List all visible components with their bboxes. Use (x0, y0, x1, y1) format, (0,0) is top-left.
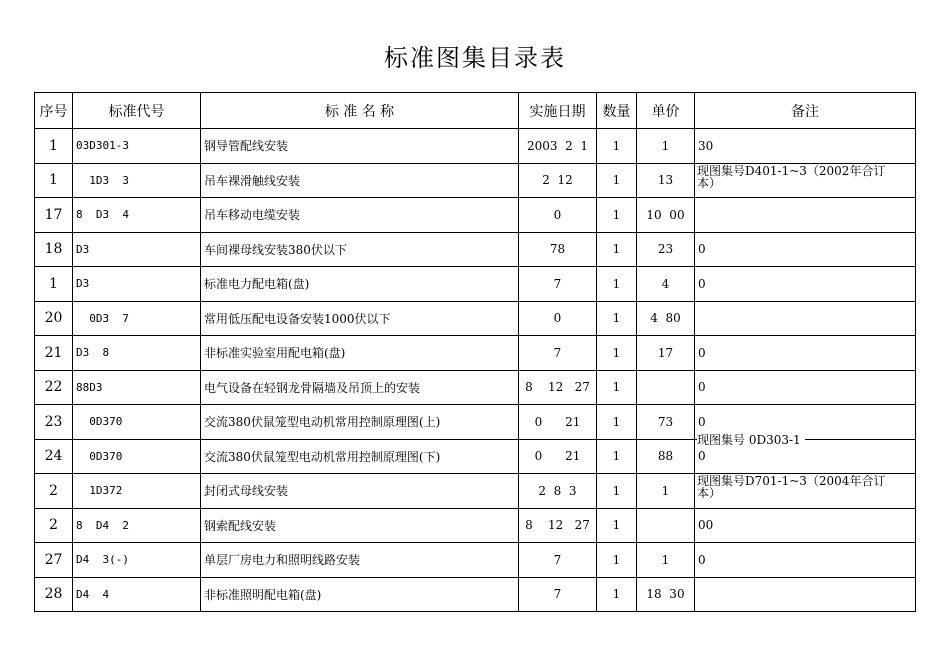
standard-code: 88D3 (73, 370, 201, 405)
effective-date: 0 21 (519, 405, 597, 440)
standard-name: 交流380伏鼠笼型电动机常用控制原理图(上) (201, 405, 519, 440)
effective-date: 2 12 (519, 163, 597, 198)
header-note: 备注 (695, 93, 916, 129)
quantity: 1 (597, 129, 637, 164)
standard-name: 电气设备在轻钢龙骨隔墙及吊顶上的安装 (201, 370, 519, 405)
standard-code: 0D370 (73, 439, 201, 474)
unit-price: 4 80 (637, 301, 695, 336)
standard-name: 钢索配线安装 (201, 508, 519, 543)
remark (695, 163, 916, 198)
remark: 0 (695, 336, 916, 371)
row-number: 1 (35, 163, 73, 198)
standard-code: D3 8 (73, 336, 201, 371)
unit-price: 17 (637, 336, 695, 371)
unit-price: 1 (637, 543, 695, 578)
row-number: 20 (35, 301, 73, 336)
row-number: 21 (35, 336, 73, 371)
table-row (35, 198, 916, 233)
header-name: 标 准 名 称 (201, 93, 519, 129)
unit-price (637, 508, 695, 543)
effective-date: 8 12 27 (519, 508, 597, 543)
row-number: 17 (35, 198, 73, 233)
remark (695, 577, 916, 612)
quantity: 1 (597, 232, 637, 267)
row-number: 22 (35, 370, 73, 405)
unit-price: 1 (637, 129, 695, 164)
effective-date: 7 (519, 267, 597, 302)
remark: 0 (695, 405, 916, 440)
table-row (35, 336, 916, 371)
table-row (35, 577, 916, 612)
page-title: 标准图集目录表 (384, 44, 566, 72)
header-no: 序号 (35, 93, 73, 129)
remark (695, 301, 916, 336)
table-row (35, 129, 916, 164)
standard-code: 1D3 3 (73, 163, 201, 198)
row-number: 18 (35, 232, 73, 267)
effective-date: 2 8 3 (519, 474, 597, 509)
row-number: 27 (35, 543, 73, 578)
quantity: 1 (597, 405, 637, 440)
remark: 00 (695, 508, 916, 543)
table-row (35, 439, 916, 474)
row-number: 28 (35, 577, 73, 612)
quantity: 1 (597, 267, 637, 302)
remark (695, 198, 916, 233)
row-number: 24 (35, 439, 73, 474)
effective-date: 8 12 27 (519, 370, 597, 405)
quantity: 1 (597, 198, 637, 233)
table-row (35, 370, 916, 405)
standard-name: 封闭式母线安装 (201, 474, 519, 509)
remark: 0 (695, 370, 916, 405)
remark-text: 现图集号D401-1~3（2002年合订本） (697, 163, 886, 190)
unit-price: 73 (637, 405, 695, 440)
effective-date: 0 (519, 301, 597, 336)
standard-name: 交流380伏鼠笼型电动机常用控制原理图(下) (201, 439, 519, 474)
row-number: 2 (35, 508, 73, 543)
quantity: 1 (597, 543, 637, 578)
table-row (35, 301, 916, 336)
row-number: 1 (35, 129, 73, 164)
standard-name: 常用低压配电设备安装1000伏以下 (201, 301, 519, 336)
quantity: 1 (597, 474, 637, 509)
remark: 0 (695, 543, 916, 578)
standard-code: D4 3(-) (73, 543, 201, 578)
effective-date: 0 (519, 198, 597, 233)
row-number: 23 (35, 405, 73, 440)
standard-code: 03D301-3 (73, 129, 201, 164)
remark: 30 (695, 129, 916, 164)
effective-date: 7 (519, 577, 597, 612)
table-row (35, 508, 916, 543)
row-number: 1 (35, 267, 73, 302)
standard-code: 1D372 (73, 474, 201, 509)
standard-name: 单层厂房电力和照明线路安装 (201, 543, 519, 578)
header-date: 实施日期 (519, 93, 597, 129)
effective-date: 7 (519, 336, 597, 371)
table-row (35, 474, 916, 509)
unit-price (637, 370, 695, 405)
merged-remark: 现图集号 0D303-1 (697, 431, 805, 448)
effective-date: 0 21 (519, 439, 597, 474)
quantity: 1 (597, 508, 637, 543)
effective-date: 78 (519, 232, 597, 267)
standard-code: 0D3 7 (73, 301, 201, 336)
unit-price: 18 30 (637, 577, 695, 612)
header-row (35, 93, 916, 129)
standard-code: 8 D4 2 (73, 508, 201, 543)
unit-price: 13 (637, 163, 695, 198)
remark (695, 474, 916, 509)
quantity: 1 (597, 163, 637, 198)
standard-code: 8 D3 4 (73, 198, 201, 233)
standard-name: 车间裸母线安装380伏以下 (201, 232, 519, 267)
standard-name: 吊车移动电缆安装 (201, 198, 519, 233)
standard-name: 钢导管配线安装 (201, 129, 519, 164)
table-row (35, 543, 916, 578)
standard-name: 非标准实验室用配电箱(盘) (201, 336, 519, 371)
quantity: 1 (597, 439, 637, 474)
quantity: 1 (597, 301, 637, 336)
standard-code: D4 4 (73, 577, 201, 612)
unit-price: 23 (637, 232, 695, 267)
catalog-table (34, 92, 916, 612)
standard-name: 标准电力配电箱(盘) (201, 267, 519, 302)
effective-date: 2003 2 1 (519, 129, 597, 164)
table-row (35, 163, 916, 198)
standard-name: 非标准照明配电箱(盘) (201, 577, 519, 612)
standard-name: 吊车裸滑触线安装 (201, 163, 519, 198)
standard-code: D3 (73, 232, 201, 267)
remark: 0 (695, 267, 916, 302)
standard-code: 0D370 (73, 405, 201, 440)
header-price: 单价 (637, 93, 695, 129)
remark: 0 (695, 232, 916, 267)
header-qty: 数量 (597, 93, 637, 129)
quantity: 1 (597, 577, 637, 612)
row-number: 2 (35, 474, 73, 509)
table-row (35, 267, 916, 302)
remark: 0 现图集号 0D303-1 (695, 439, 916, 474)
unit-price: 88 (637, 439, 695, 474)
quantity: 1 (597, 370, 637, 405)
standard-code: D3 (73, 267, 201, 302)
remark-text: 现图集号D701-1~3（2004年合订本） (697, 474, 886, 500)
header-code: 标准代号 (73, 93, 201, 129)
unit-price: 10 00 (637, 198, 695, 233)
table-row (35, 232, 916, 267)
effective-date: 7 (519, 543, 597, 578)
unit-price: 4 (637, 267, 695, 302)
quantity: 1 (597, 336, 637, 371)
unit-price: 1 (637, 474, 695, 509)
